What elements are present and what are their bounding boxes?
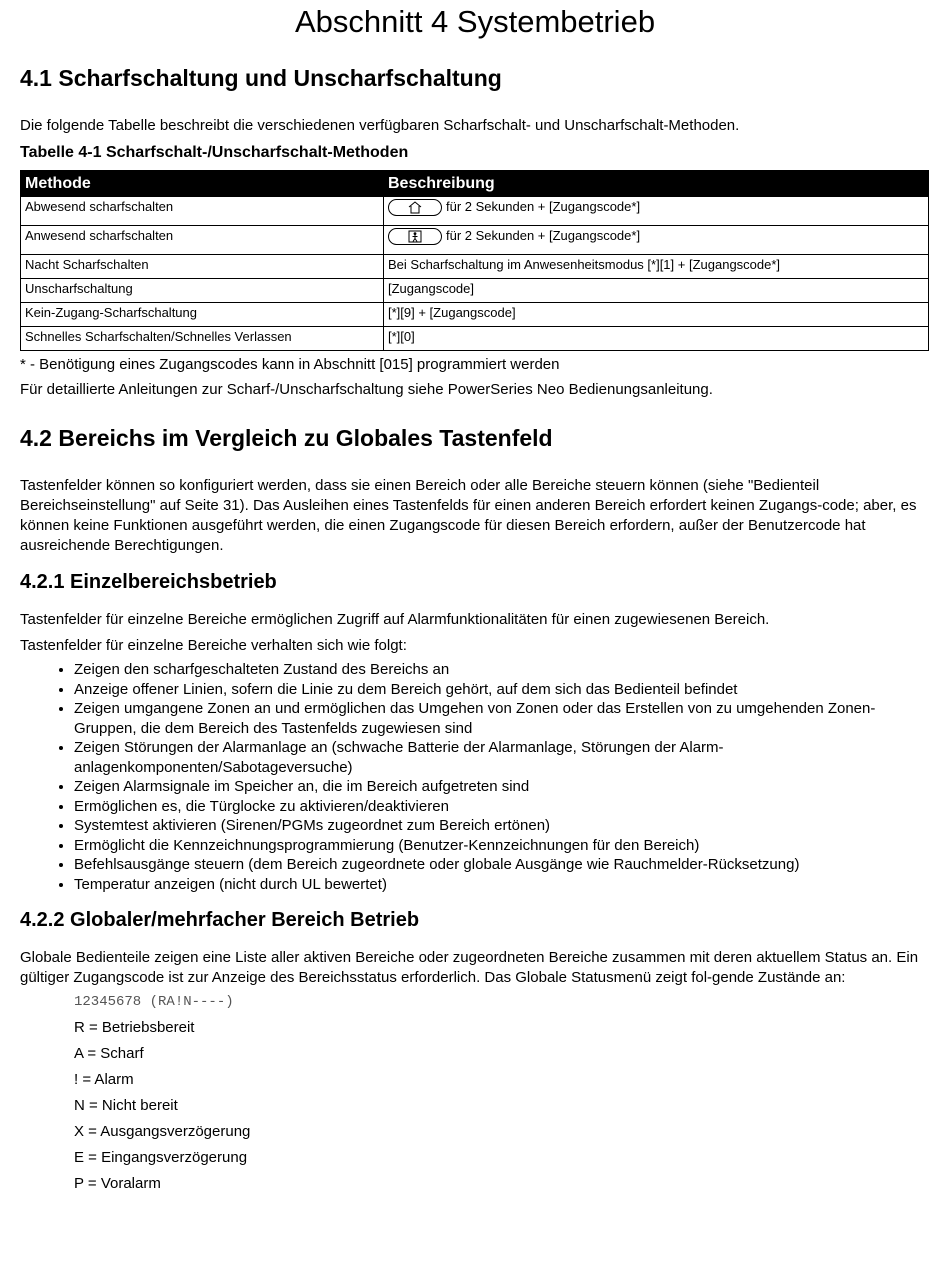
section-4-2-2-text: Globale Bedienteile zeigen eine Liste aller aktiven Bereiche oder zugeordneten Bereiche zusammen mit deren aktuellem Status an. Ein gültiger Zugangscode ist zur Anzeige des Bereichsstatus erforderlich. Das Globale Statusmenü zeigt fol-gende Zustände an: — [20, 949, 919, 986]
document-page — [20, 0, 930, 1194]
status-legend-item: N = Nicht bereit — [74, 1097, 178, 1114]
list-item: • Systemtest aktivieren (Sirenen/PGMs zugeordnet zum Bereich ertönen) — [74, 816, 930, 836]
table-caption: Tabelle 4-1 Scharfschalt-/Unscharfschalt-Methoden — [20, 144, 409, 161]
list-item: • Temperatur anzeigen (nicht durch UL bewertet) — [74, 875, 930, 895]
table-cell-description-text: für 2 Sekunden + [Zugangscode*] — [446, 228, 641, 243]
status-legend-item: ! = Alarm — [74, 1071, 134, 1088]
status-code-example: 12345678 (RA!N----) — [74, 994, 234, 1010]
status-legend-item: R = Betriebsbereit — [74, 1019, 195, 1036]
status-legend-item: P = Voralarm — [74, 1175, 161, 1192]
table-cell-method: Abwesend scharfschalten — [21, 197, 384, 226]
list-item: • Anzeige offener Linien, sofern die Linie zu dem Bereich gehört, auf dem sich das Bedienteil befindet — [74, 680, 930, 700]
table-cell-method: Schnelles Scharfschalten/Schnelles Verlassen — [21, 327, 384, 351]
reference-note: Für detaillierte Anleitungen zur Scharf-/Unscharfschaltung siehe PowerSeries Neo Bedienungsanleitung. — [20, 381, 713, 398]
table-cell-method: Nacht Scharfschalten — [21, 255, 384, 279]
table-header-methode: Methode — [21, 171, 384, 197]
table-header-row — [21, 171, 929, 197]
list-item: • Ermöglichen es, die Türglocke zu aktivieren/deaktivieren — [74, 797, 930, 817]
list-item: • Zeigen umgangene Zonen an und ermöglichen das Umgehen von Zonen oder das Erstellen von zu umgehenden Zonen-Gruppen, die dem Bereich des Tastenfelds zugewiesen sind — [74, 699, 930, 738]
table-cell-method: Anwesend scharfschalten — [21, 226, 384, 255]
page-title: Abschnitt 4 Systembetrieb — [294, 4, 656, 39]
list-item: • Ermöglicht die Kennzeichnungsprogrammierung (Benutzer-Kennzeichnungen für den Bereich) — [74, 836, 930, 856]
table-cell-description: [*][0] — [384, 327, 929, 351]
list-item: • Zeigen Störungen der Alarmanlage an (schwache Batterie der Alarmanlage, Störungen der Alarm-anlagenkomponenten/Sabotageversuche) — [74, 738, 930, 777]
table-footnote: * - Benötigung eines Zugangscodes kann in Abschnitt [015] programmiert werden — [20, 356, 560, 373]
table-cell-description: [Zugangscode] — [384, 279, 929, 303]
arming-methods-table — [20, 170, 929, 351]
list-item: • Zeigen den scharfgeschalteten Zustand des Bereichs an — [74, 660, 930, 680]
section-4-2-1-text2: Tastenfelder für einzelne Bereiche verhalten sich wie folgt: — [20, 637, 407, 654]
table-cell-description: [*][9] + [Zugangscode] — [384, 303, 929, 327]
section-4-1-intro: Die folgende Tabelle beschreibt die verschiedenen verfügbaren Scharfschalt- und Unscharfschalt-Methoden. — [20, 117, 740, 134]
table-cell-description-text: für 2 Sekunden + [Zugangscode*] — [446, 199, 641, 214]
table-cell-method: Unscharfschaltung — [21, 279, 384, 303]
status-legend-item: A = Scharf — [74, 1045, 144, 1062]
section-4-2-text: Tastenfelder können so konfiguriert werden, dass sie einen Bereich oder alle Bereiche steuern können (siehe "Bedienteil Bereichseinstellung" auf Seite 31). Das Ausleihen eines Tastenfelds für einen anderen Bereich erfordert keinen Zugangs-code; aber, es können keine Funktionen ausgeführt werden, die einen Zugangscode für diesen Bereich erfordern, außer der Benutzercode hat ausreichende Berechtigungen. — [20, 477, 917, 554]
table-cell-description: Bei Scharfschaltung im Anwesenheitsmodus [*][1] + [Zugangscode*] — [384, 255, 929, 279]
table-row — [21, 255, 929, 279]
person-icon — [388, 228, 442, 245]
table-row — [21, 226, 929, 255]
list-item: • Befehlsausgänge steuern (dem Bereich zugeordnete oder globale Ausgänge wie Rauchmelder-Rücksetzung) — [74, 855, 930, 875]
status-legend-item: X = Ausgangsverzögerung — [74, 1123, 251, 1140]
table-header-beschreibung: Beschreibung — [384, 171, 929, 197]
table-cell-description — [384, 226, 929, 255]
section-4-2-1-heading: 4.2.1 Einzelbereichsbetrieb — [20, 571, 277, 593]
list-item: • Zeigen Alarmsignale im Speicher an, die im Bereich aufgetreten sind — [74, 777, 930, 797]
table-row — [21, 279, 929, 303]
section-4-2-1-text1: Tastenfelder für einzelne Bereiche ermöglichen Zugriff auf Alarmfunktionalitäten für einen zugewiesenen Bereich. — [20, 611, 770, 628]
status-legend-item: E = Eingangsverzögerung — [74, 1149, 248, 1166]
table-row — [21, 303, 929, 327]
section-4-2-heading: 4.2 Bereichs im Vergleich zu Globales Tastenfeld — [20, 425, 553, 451]
single-area-behaviour-list — [20, 660, 930, 894]
table-row — [21, 197, 929, 226]
table-cell-description — [384, 197, 929, 226]
house-icon — [388, 199, 442, 216]
section-4-1-heading: 4.1 Scharfschaltung und Unscharfschaltung — [20, 65, 502, 91]
section-4-2-2-heading: 4.2.2 Globaler/mehrfacher Bereich Betrieb — [20, 909, 420, 931]
table-row — [21, 327, 929, 351]
table-cell-method: Kein-Zugang-Scharfschaltung — [21, 303, 384, 327]
